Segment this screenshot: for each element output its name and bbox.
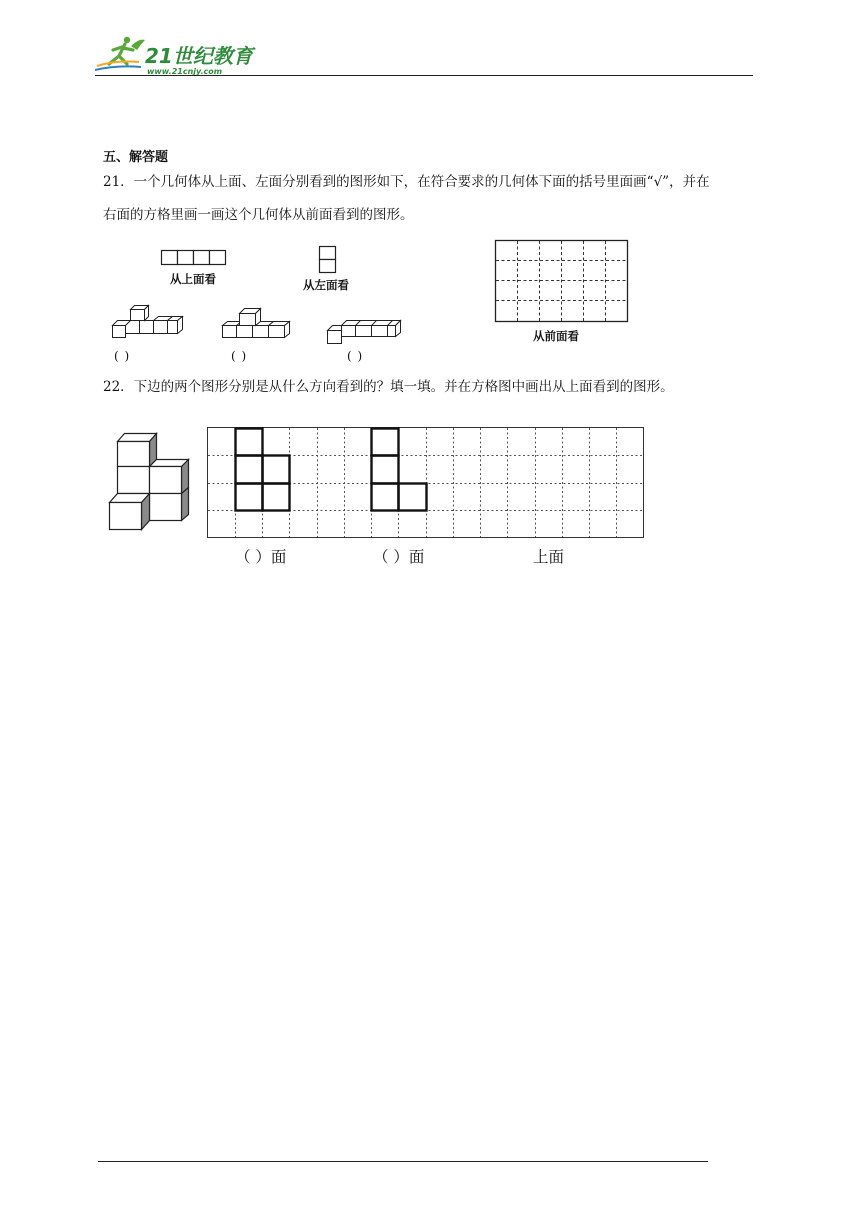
q21-top-view-figure [161, 250, 227, 266]
runner-icon [95, 37, 145, 70]
q21-option-a-answer[interactable]: ( ) [114, 349, 131, 363]
q22-view-1-label[interactable]: （ ）面 [235, 548, 287, 566]
logo-url-text: www.21cnjy.com [147, 67, 223, 76]
q22-text-line: 22．下边的两个图形分别是从什么方向看到的？填一填。并在方格图中画出从上面看到的图形。 [103, 379, 674, 395]
q21-front-view-grid[interactable] [495, 240, 629, 324]
q21-option-c-answer[interactable]: ( ) [347, 349, 364, 363]
q22-cube-solid [107, 431, 189, 531]
q21-option-b-answer[interactable]: ( ) [231, 349, 248, 363]
header-rule [95, 75, 753, 76]
q21-top-view-label: 从上面看 [170, 272, 216, 286]
footer-rule [98, 1161, 708, 1162]
q21-option-c-solid [327, 318, 403, 346]
q22-view-2-label[interactable]: （ ）面 [373, 548, 425, 566]
section-heading: 五、解答题 [103, 150, 169, 165]
q21-option-a-solid [112, 305, 184, 341]
q22-view-3-label: 上面 [533, 548, 565, 566]
q21-option-b-solid [222, 305, 294, 341]
q21-left-view-label: 从左面看 [303, 278, 349, 292]
q21-text-line1: 21．一个几何体从上面、左面分别看到的图形如下，在符合要求的几何体下面的括号里面画“√”，并在 [103, 174, 710, 190]
q21-front-view-label: 从前面看 [533, 329, 579, 343]
site-logo [95, 34, 260, 78]
q21-left-view-figure [319, 246, 337, 274]
q21-text-line2: 右面的方格里画一画这个几何体从前面看到的图形。 [103, 207, 414, 223]
q22-answer-grid[interactable] [207, 427, 646, 539]
logo-main-text: 21世纪教育 [145, 44, 253, 68]
